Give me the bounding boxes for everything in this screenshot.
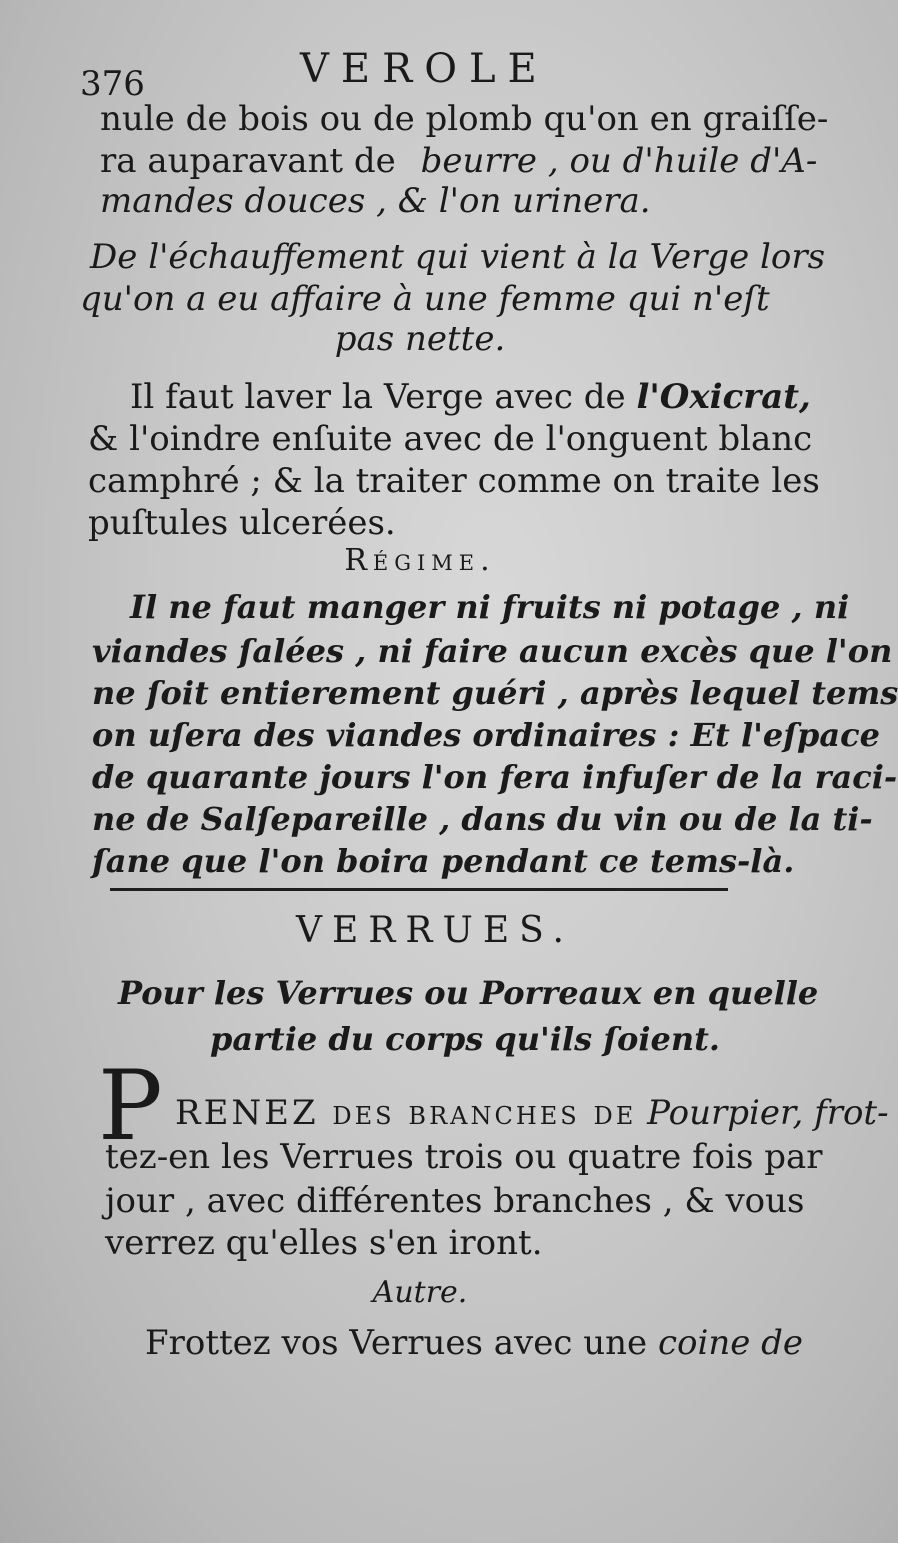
section-heading-line-1: De l'échauffement qui vient à la Verge lors [90,237,826,277]
verrues-para-line-1-italic: Pourpier, frot- [647,1093,889,1133]
regime-line-6: ne de Salſepareille , dans du vin ou de la ti- [92,800,873,838]
verrues-subheading-line-1: Pour les Verrues ou Porreaux en quelle [118,974,819,1012]
verrues-para-line-3: jour , avec différentes branches , & vous [105,1181,805,1221]
section-para-line-2: & l'oindre enſuite avec de l'onguent blanc [88,419,813,459]
verrues-para-line-2: tez-en les Verrues trois ou quatre fois par [105,1137,823,1177]
running-title: VEROLE [300,46,549,92]
regime-line-3: ne ſoit entierement guéri , après lequel tems [92,674,898,712]
regime-line-4: on uſera des viandes ordinaires : Et l'eſpace [92,716,880,754]
section-divider [110,888,728,891]
section-heading-line-3: pas nette. [334,319,506,359]
verrues-last-line [145,1322,804,1364]
section-para-line-1-italic: l'Oxicrat, [636,377,811,417]
verrues-title: VERRUES. [296,910,574,951]
intro-line-2-roman: ra auparavant de [100,141,396,181]
verrues-para-line-4: verrez qu'elles s'en iront. [105,1223,543,1263]
intro-line-1: nule de bois ou de plomb qu'on en graiſſe- [100,99,829,139]
verrues-subheading-line-2: partie du corps qu'ils ſoient. [209,1020,721,1058]
verrues-last-line-italic: coine de [657,1323,804,1363]
page-number: 376 [80,64,145,104]
intro-line-3: mandes douces , & l'on urinera. [100,181,651,221]
drop-cap: P [98,1050,163,1162]
section-para-line-3: camphré ; & la traiter comme on traite les [88,461,820,501]
section-heading-line-2: qu'on a eu affaire à une femme qui n'eſt [80,279,770,319]
regime-line-7: ſane que l'on boira pendant ce tems-là. [92,842,795,880]
regime-line-5: de quarante jours l'on fera infuſer de la raci- [92,758,898,796]
verrues-last-line-roman: Frottez vos Verrues avec une [145,1323,648,1363]
section-para-line-4: puſtules ulcerées. [88,503,396,543]
verrues-para-line-1 [175,1092,889,1134]
regime-line-1: Il ne faut manger ni fruits ni potage , ni [130,588,850,626]
intro-line-2-italic: beurre , ou d'huile d'A- [420,141,818,181]
intro-line-2 [100,140,818,182]
verrues-para-line-1-roman: RENEZ des branches de [175,1093,637,1133]
section-para-line-1-roman: Il faut laver la Verge avec de [130,377,626,417]
autre-heading: Autre. [372,1275,468,1310]
section-para-line-1 [130,376,811,418]
regime-title: Régime. [344,543,496,578]
regime-line-2: viandes ſalées , ni faire aucun excès que l'on [92,632,893,670]
